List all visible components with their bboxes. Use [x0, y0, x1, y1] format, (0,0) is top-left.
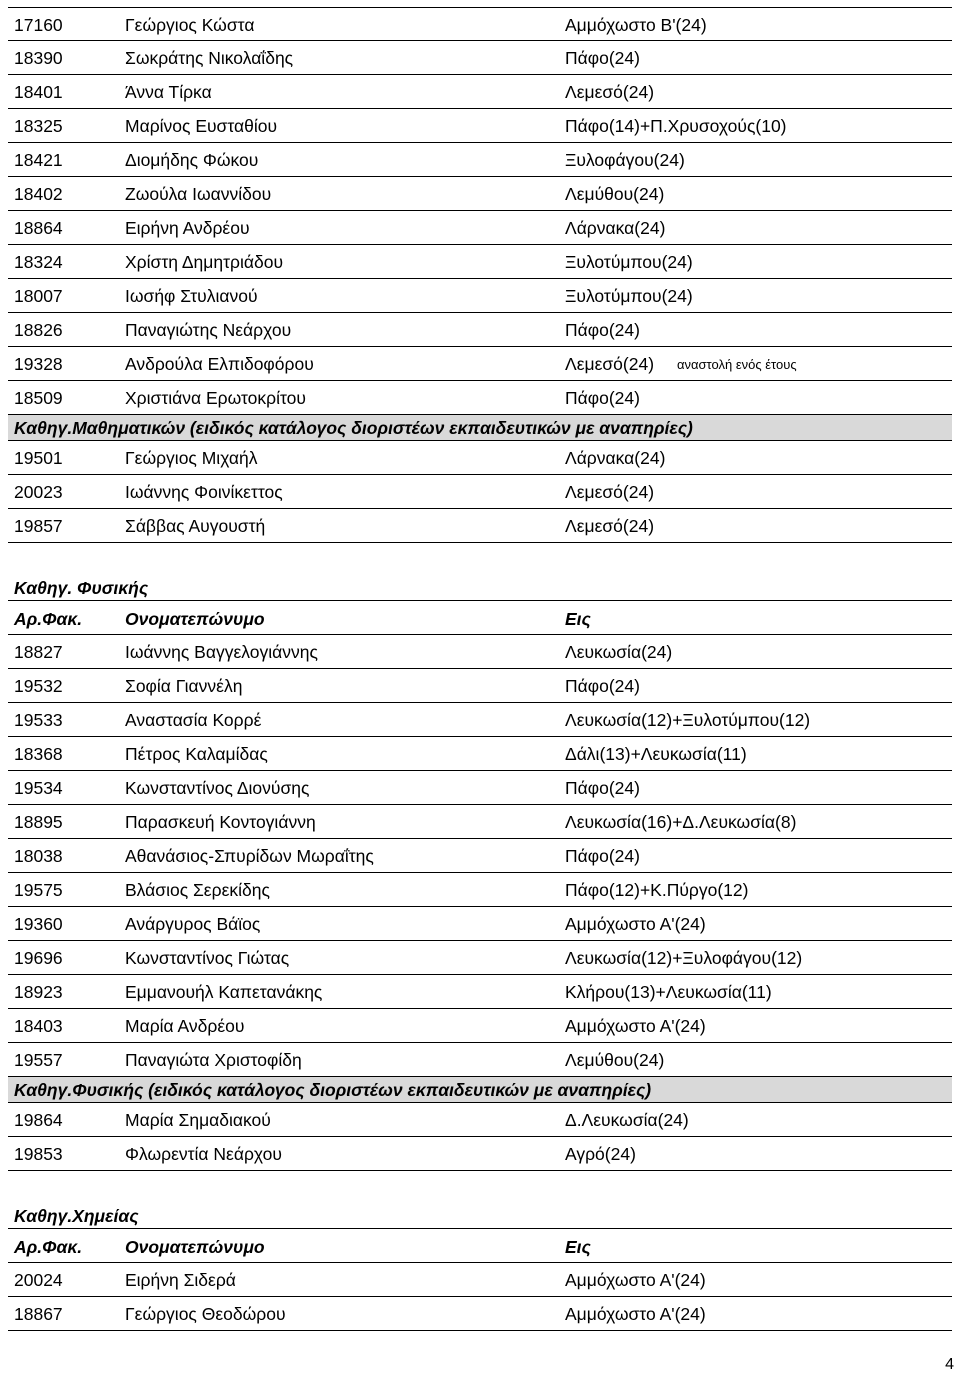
full-name: Χριστιάνα Ερωτοκρίτου	[125, 388, 306, 408]
assignment-location: Λευκωσία(12)+Ξυλοτύμπου(12)	[565, 710, 811, 730]
table-row	[8, 1137, 952, 1171]
file-number: 19328	[14, 354, 63, 374]
full-name: Ειρήνη Ανδρέου	[125, 218, 250, 238]
file-number: 18403	[14, 1016, 63, 1036]
assignment-location: Ξυλοφάγου(24)	[565, 150, 685, 170]
column-header-row	[8, 601, 952, 635]
assignment-location: Πάφο(24)	[565, 48, 640, 68]
spacer	[8, 543, 952, 575]
assignment-location: Πάφο(14)+Π.Χρυσοχούς(10)	[565, 116, 787, 136]
table-row	[8, 41, 952, 75]
table-row	[8, 143, 952, 177]
table-row	[8, 1009, 952, 1043]
full-name: Μαρίνος Ευσταθίου	[125, 116, 278, 136]
assignment-location: Πάφο(24)	[565, 778, 640, 798]
file-number: 18421	[14, 150, 63, 170]
table-row	[8, 771, 952, 805]
assignment-location: Λάρνακα(24)	[565, 218, 666, 238]
assignment-location: Κλήρου(13)+Λευκωσία(11)	[565, 982, 772, 1002]
file-number: 18324	[14, 252, 63, 272]
header-file-number: Αρ.Φακ.	[14, 609, 83, 629]
assignment-location: Λευκωσία(24)	[565, 642, 673, 662]
file-number: 19857	[14, 516, 63, 536]
file-number: 18401	[14, 82, 63, 102]
assignment-location: Πάφο(24)	[565, 320, 640, 340]
assignment-location: Λεμεσό(24)	[565, 82, 655, 102]
table-row	[8, 7, 952, 41]
table-row	[8, 245, 952, 279]
table-row	[8, 313, 952, 347]
page-number: 4	[945, 1356, 954, 1373]
full-name: Ιωσήφ Στυλιανού	[125, 286, 258, 306]
file-number: 19557	[14, 1050, 63, 1070]
full-name: Ιωάννης Φοινίκεττος	[125, 482, 283, 502]
full-name: Ανδρούλα Ελπιδοφόρου	[125, 354, 314, 374]
file-number: 18368	[14, 744, 63, 764]
file-number: 18325	[14, 116, 63, 136]
assignment-location: Πάφο(24)	[565, 676, 640, 696]
file-number: 19696	[14, 948, 63, 968]
assignment-location: Πάφο(12)+Κ.Πύργο(12)	[565, 880, 749, 900]
spacer	[8, 1171, 952, 1203]
full-name: Ζωούλα Ιωαννίδου	[125, 184, 272, 204]
table-row	[8, 1297, 952, 1331]
full-name: Ειρήνη Σιδερά	[125, 1270, 236, 1290]
full-name: Γεώργιος Θεοδώρου	[125, 1304, 286, 1324]
assignment-location: Πάφο(24)	[565, 846, 640, 866]
full-name: Παρασκευή Κοντογιάννη	[125, 812, 316, 832]
file-number: 19533	[14, 710, 63, 730]
table-row	[8, 1263, 952, 1297]
file-number: 20024	[14, 1270, 63, 1290]
file-number: 18867	[14, 1304, 63, 1324]
assignment-location: Λεμεσό(24)	[565, 516, 655, 536]
full-name: Γεώργιος Μιχαήλ	[125, 448, 258, 468]
file-number: 19501	[14, 448, 63, 468]
section-heading	[8, 415, 952, 441]
file-number: 19532	[14, 676, 63, 696]
assignment-location: Λεμύθου(24)	[565, 1050, 665, 1070]
header-file-number: Αρ.Φακ.	[14, 1237, 83, 1257]
full-name: Βλάσιος Σερεκίδης	[125, 880, 270, 900]
table-row	[8, 907, 952, 941]
full-name: Πέτρος Καλαμίδας	[125, 744, 268, 764]
assignment-location: Αγρό(24)	[565, 1144, 636, 1164]
file-number: 18038	[14, 846, 63, 866]
file-number: 19853	[14, 1144, 63, 1164]
file-number: 19864	[14, 1110, 63, 1130]
full-name: Κωνσταντίνος Διονύσης	[125, 778, 310, 798]
file-number: 19360	[14, 914, 63, 934]
full-name: Μαρία Ανδρέου	[125, 1016, 245, 1036]
header-full-name: Ονοματεπώνυμο	[125, 1237, 265, 1257]
assignment-location: Αμμόχωστο Α'(24)	[565, 1016, 706, 1036]
table-row	[8, 347, 952, 381]
file-number: 19534	[14, 778, 63, 798]
assignment-location: Λεμεσό(24)	[565, 354, 655, 374]
file-number: 18007	[14, 286, 63, 306]
section-heading	[8, 1203, 952, 1229]
file-number: 20023	[14, 482, 63, 502]
assignment-location: Λάρνακα(24)	[565, 448, 666, 468]
header-location: Εις	[565, 609, 591, 629]
full-name: Παναγιώτα Χριστοφίδη	[125, 1050, 302, 1070]
file-number: 18827	[14, 642, 63, 662]
header-location: Εις	[565, 1237, 591, 1257]
full-name: Αναστασία Κορρέ	[125, 710, 262, 730]
table-row	[8, 509, 952, 543]
full-name: Σάββας Αυγουστή	[125, 516, 266, 536]
assignment-location: Αμμόχωστο Α'(24)	[565, 1304, 706, 1324]
full-name: Μαρία Σημαδιακού	[125, 1110, 271, 1130]
header-full-name: Ονοματεπώνυμο	[125, 609, 265, 629]
table-row	[8, 941, 952, 975]
table-row	[8, 669, 952, 703]
full-name: Ιωάννης Βαγγελογιάννης	[125, 642, 318, 662]
full-name: Σοφία Γιαννέλη	[125, 676, 243, 696]
table-row	[8, 1103, 952, 1137]
full-name: Κωνσταντίνος Γιώτας	[125, 948, 290, 968]
table-row	[8, 805, 952, 839]
section-heading	[8, 575, 952, 601]
table-row	[8, 1043, 952, 1077]
full-name: Χρίστη Δημητριάδου	[125, 252, 284, 272]
assignment-location: Ξυλοτύμπου(24)	[565, 252, 693, 272]
file-number: 18864	[14, 218, 63, 238]
file-number: 19575	[14, 880, 63, 900]
assignment-location: Λεμεσό(24)	[565, 482, 655, 502]
assignment-location: Δάλι(13)+Λευκωσία(11)	[565, 744, 747, 764]
assignment-location: Δ.Λευκωσία(24)	[565, 1110, 689, 1130]
table-row	[8, 381, 952, 415]
file-number: 18390	[14, 48, 63, 68]
section-title: Καθηγ.Χημείας	[14, 1206, 139, 1226]
assignment-location: Λεμύθου(24)	[565, 184, 665, 204]
file-number: 18509	[14, 388, 63, 408]
full-name: Παναγιώτης Νεάρχου	[125, 320, 292, 340]
full-name: Σωκράτης Νικολαΐδης	[125, 48, 294, 68]
table-row	[8, 873, 952, 907]
full-name: Αθανάσιος-Σπυρίδων Μωραΐτης	[125, 846, 374, 866]
full-name: Γεώργιος Κώστα	[125, 15, 255, 35]
assignment-location: Αμμόχωστο Α'(24)	[565, 1270, 706, 1290]
table-row	[8, 737, 952, 771]
table-row	[8, 839, 952, 873]
section-heading	[8, 1077, 952, 1103]
table-row	[8, 279, 952, 313]
table-row	[8, 177, 952, 211]
assignment-location: Λευκωσία(12)+Ξυλοφάγου(12)	[565, 948, 803, 968]
section-title: Καθηγ. Φυσικής	[14, 578, 149, 598]
table-row	[8, 703, 952, 737]
full-name: Φλωρεντία Νεάρχου	[125, 1144, 282, 1164]
file-number: 18402	[14, 184, 63, 204]
table-row	[8, 635, 952, 669]
file-number: 18826	[14, 320, 63, 340]
file-number: 18923	[14, 982, 63, 1002]
assignment-location: Αμμόχωστο Β'(24)	[565, 15, 707, 35]
appointments-document	[8, 7, 952, 1331]
column-header-row	[8, 1229, 952, 1263]
file-number: 18895	[14, 812, 63, 832]
assignment-location: Πάφο(24)	[565, 388, 640, 408]
table-row	[8, 109, 952, 143]
section-title: Καθηγ.Μαθηματικών (ειδικός κατάλογος διοριστέων εκπαιδευτικών με αναπηρίες)	[14, 418, 693, 438]
table-row	[8, 975, 952, 1009]
full-name: Ανάργυρος Βάϊος	[125, 914, 261, 934]
file-number: 17160	[14, 15, 63, 35]
section-title: Καθηγ.Φυσικής (ειδικός κατάλογος διοριστέων εκπαιδευτικών με αναπηρίες)	[14, 1080, 652, 1100]
table-row	[8, 441, 952, 475]
assignment-location: Λευκωσία(16)+Δ.Λευκωσία(8)	[565, 812, 797, 832]
row-note: αναστολή ενός έτους	[677, 357, 797, 372]
full-name: Διομήδης Φώκου	[125, 150, 259, 170]
assignment-location: Αμμόχωστο Α'(24)	[565, 914, 706, 934]
table-row	[8, 75, 952, 109]
full-name: Άννα Τίρκα	[125, 82, 212, 102]
table-row	[8, 475, 952, 509]
full-name: Εμμανουήλ Καπετανάκης	[125, 982, 323, 1002]
table-row	[8, 211, 952, 245]
assignment-location: Ξυλοτύμπου(24)	[565, 286, 693, 306]
